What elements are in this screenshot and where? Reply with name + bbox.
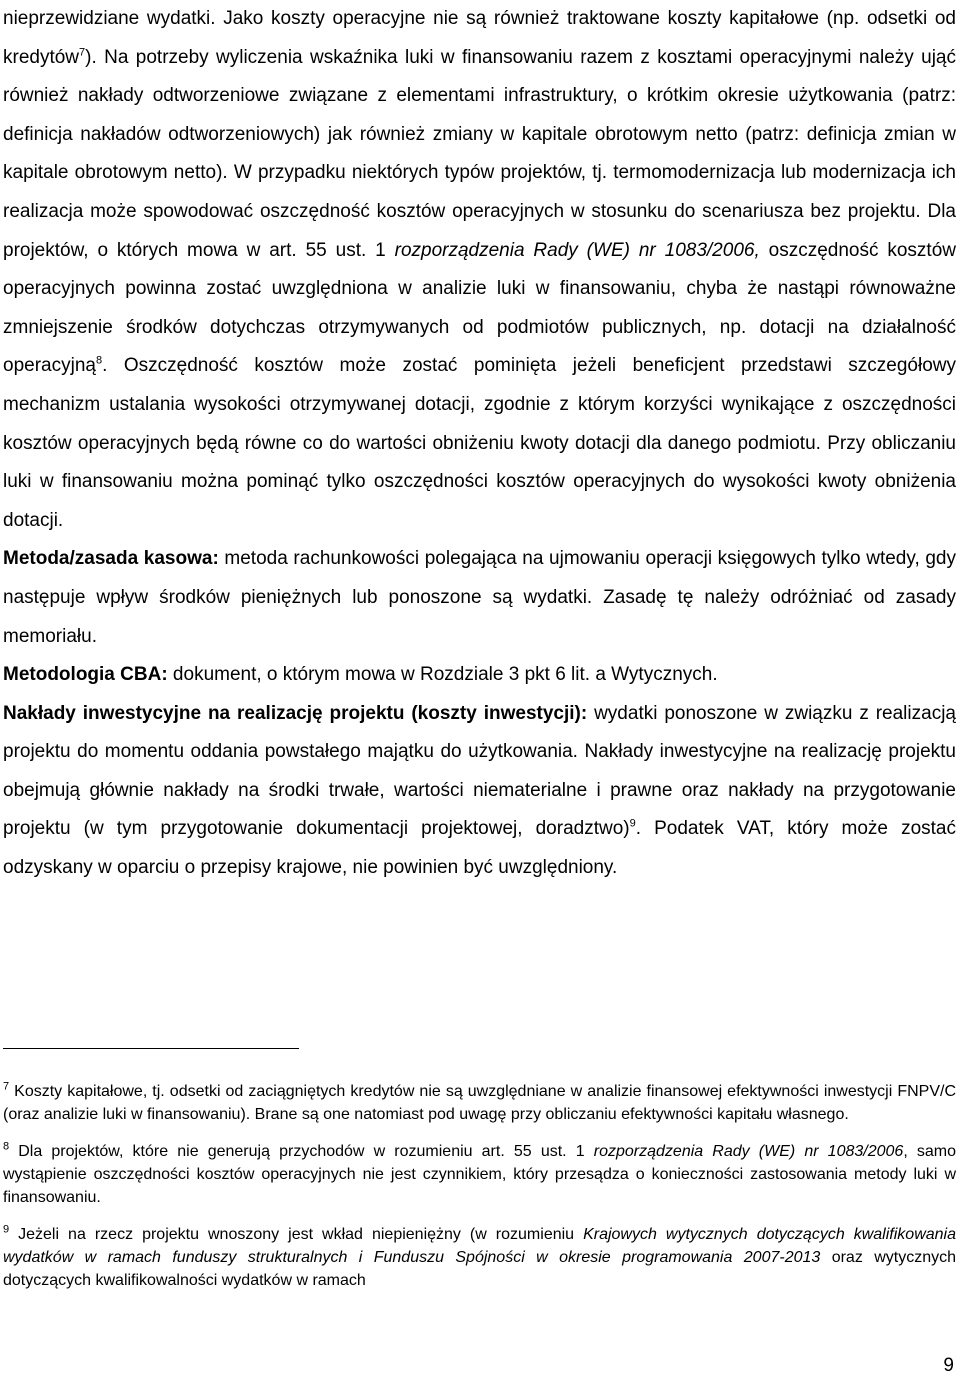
term-cash-method: Metoda/zasada kasowa: (3, 548, 219, 570)
footnote-8 (3, 1140, 956, 1209)
definition-text: wydatki ponoszone w związku z realizacją projektu do momentu oddania powstałego majątku do użytkowania. Nakłady inwestycyjne na realizację projektu obejmują głównie nakłady na środki trwałe, wartości niematerialne i prawne oraz nakłady na przygotowanie projektu (w tym przygotowanie dokumentacji projektowej, doradztwo) (3, 702, 956, 840)
footnote-text: Jeżeli na rzecz projektu wnoszony jest wkład niepieniężny (w rozumieniu (9, 1226, 584, 1243)
paragraph-investment-outlays (3, 695, 956, 888)
footnote-text: Koszty kapitałowe, tj. odsetki od zaciągniętych kredytów nie są uwzględniane w analizie finansowej efektywności inwestycji FNPV/C (oraz analizie luki w finansowaniu). Brane są one natomiast pod uwagę przy obliczaniu efektywności kapitału własnego. (3, 1083, 956, 1123)
text-run: . Oszczędność kosztów może zostać pominięta jeżeli beneficjent przedstawi szczegółowy mechanizm ustalania wysokości otrzymywanej dotacji, zgodnie z którym korzyści wynikające z oszczędności kosztów operacyjnych będą równe co do wartości obniżeniu kwoty dotacji dla danego podmiotu. Przy obliczaniu luki w finansowaniu można pominąć tylko oszczędności kosztów operacyjnych do wysokości kwoty obniżenia dotacji. (3, 355, 956, 531)
regulation-reference: rozporządzenia Rady (WE) nr 1083/2006 (593, 1143, 904, 1160)
footnote-separator (3, 1048, 299, 1049)
footnote-number: 7 (3, 1080, 10, 1093)
paragraph-cba-methodology (3, 656, 956, 695)
paragraph-operating-costs (3, 0, 956, 540)
footnote-text: Dla projektów, które nie generują przychodów w rozumieniu art. 55 ust. 1 (9, 1143, 594, 1160)
footnotes (3, 1080, 956, 1306)
footnote-ref-9[interactable]: 9 (629, 818, 636, 831)
definition-text: dokument, o którym mowa w Rozdziale 3 pkt 6 lit. a Wytycznych. (167, 664, 718, 686)
footnote-ref-7[interactable]: 7 (79, 46, 86, 59)
footnote-text: , samo wystąpienie oszczędności kosztów operacyjnych nie jest czynnikiem, który przesądza o konieczności zastosowania metody luki w finansowaniu. (3, 1143, 957, 1206)
document-page (3, 0, 956, 888)
text-run: ). Na potrzeby wyliczenia wskaźnika luki w finansowaniu razem z kosztami operacyjnymi należy ująć również nakłady odtworzeniowe związane z elementami infrastruktury, o krótkim okresie użytkowania (patrz: definicja nakładów odtworzeniowych) jak również zmiany w kapitale obrotowym netto (patrz: definicja zmian w kapitale obrotowym netto). W przypadku niektórych typów projektów, tj. termomodernizacja lub modernizacja ich realizacja może spowodować oszczędność kosztów operacyjnych w stosunku do scenariusza bez projektu. Dla projektów, o których mowa w art. 55 ust. 1 (3, 46, 956, 261)
definition-text: metoda rachunkowości polegająca na ujmowaniu operacji księgowych tylko wtedy, gdy następuje wpływ środków pieniężnych lub ponoszone są wydatki. Zasadę tę należy odróżniać od zasady memoriału. (3, 548, 956, 647)
footnote-number: 8 (3, 1140, 10, 1153)
paragraph-cash-method (3, 540, 956, 656)
term-investment-outlays: Nakłady inwestycyjne na realizację projektu (koszty inwestycji): (3, 702, 588, 724)
definition-text: . Podatek VAT, który może zostać odzyskany w oparciu o przepisy krajowe, nie powinien być uwzględniony. (3, 818, 956, 879)
text-run: nieprzewidziane wydatki. Jako koszty operacyjne nie są również traktowane koszty kapitałowe (np. odsetki od kredytów (3, 8, 956, 68)
page-number: 9 (943, 1355, 954, 1376)
footnote-number: 9 (3, 1223, 10, 1236)
main-text (3, 0, 956, 888)
regulation-reference: rozporządzenia Rady (WE) nr 1083/2006, (394, 239, 760, 261)
footnote-text: oraz wytycznych dotyczących kwalifikowalności wydatków w ramach (3, 1249, 957, 1289)
term-cba-methodology: Metodologia CBA: (3, 664, 168, 686)
guidelines-reference: Krajowych wytycznych dotyczących kwalifikowania wydatków w ramach funduszy strukturalnych i Funduszu Spójności w okresie programowania 2007-2013 (3, 1226, 956, 1266)
footnote-ref-8[interactable]: 8 (95, 355, 103, 368)
text-run: oszczędność kosztów operacyjnych powinna zostać uwzględniona w analizie luki w finansowaniu, chyba że nastąpi równoważne zmniejszenie środków dotychczas otrzymywanych od podmiotów publicznych, np. dotacji na działalność operacyjną (3, 239, 956, 377)
footnote-7 (3, 1080, 956, 1126)
footnote-9 (3, 1223, 956, 1292)
